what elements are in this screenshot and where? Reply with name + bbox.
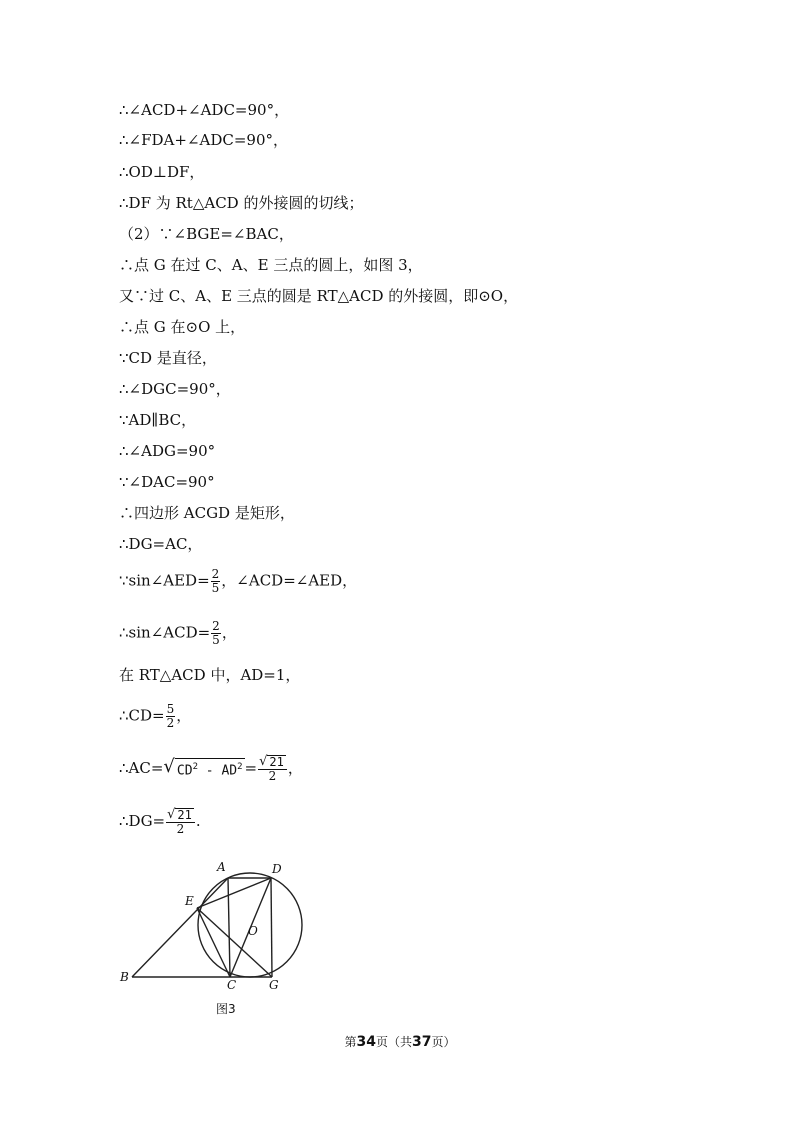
line-ac — [228, 878, 230, 977]
label-d: D — [272, 862, 282, 876]
equation-cd: ∴CD= $\frac{5}{2}$ ， — [119, 702, 192, 730]
geometry-figure — [112, 855, 312, 1000]
radical-sign-icon: √ — [163, 756, 175, 778]
fraction: √ 21 2 — [166, 808, 195, 836]
radical-sign-icon: √ — [259, 754, 268, 769]
figure-caption: 图3 — [216, 1002, 236, 1016]
page-number: 34 — [356, 1034, 376, 1050]
label-a: A — [217, 860, 226, 874]
fraction: $\frac{5}{2}$ — [166, 702, 175, 730]
proof-line-1: ∴∠ACD+∠ADC=90°， — [119, 101, 290, 119]
label-e: E — [185, 894, 194, 908]
equation-sin-aed: ∵sin∠AED= $\frac{2}{5}$ ，∠ACD=∠AED， — [119, 567, 358, 595]
proof-line-7: 又∵过 C、A、E 三点的圆是 RT△ACD 的外接圆，即⊙O， — [119, 287, 519, 305]
square-root: √ $CD^2 - AD^2$ — [163, 756, 243, 779]
proof-line-5: （2）∵∠BGE=∠BAC， — [119, 225, 294, 243]
label-o: O — [248, 924, 258, 938]
proof-line-4: ∴DF 为 Rt△ACD 的外接圆的切线； — [119, 194, 364, 212]
line-dg — [271, 878, 272, 977]
fraction: $\frac{2}{5}$ — [211, 567, 220, 595]
label-g: G — [269, 978, 279, 992]
proof-line-13: ∵∠DAC=90° — [119, 473, 215, 491]
page-total: 37 — [412, 1034, 432, 1050]
proof-line-15: ∴DG=AC， — [119, 535, 203, 553]
proof-line-6: ∴点 G 在过 C、A、E 三点的圆上，如图 3， — [119, 256, 423, 274]
equation-ac: ∴AC= √ $CD^2 - AD^2$ = √ 21 2 ， — [119, 754, 303, 783]
fraction: $\frac{2}{5}$ — [212, 619, 220, 647]
proof-line-11: ∵AD∥BC， — [119, 411, 197, 429]
page-footer: 第34页（共37页） — [344, 1034, 456, 1050]
label-b: B — [120, 970, 129, 984]
proof-line-9: ∵CD 是直径， — [119, 349, 217, 367]
proof-line-2: ∴∠FDA+∠ADC=90°， — [119, 131, 289, 149]
proof-line-3: ∴OD⊥DF， — [119, 163, 205, 181]
proof-line-14: ∴四边形 ACGD 是矩形， — [119, 504, 295, 522]
proof-line-12: ∴∠ADG=90° — [119, 442, 216, 460]
line-ec — [197, 908, 230, 977]
proof-line-8: ∴点 G 在⊙O 上， — [119, 318, 246, 336]
radical-sign-icon: √ — [167, 807, 176, 822]
equation-dg: ∴DG= √ 21 2 . — [119, 807, 201, 836]
equation-rt-triangle: 在 RT△ACD 中，AD=1， — [119, 666, 301, 684]
proof-line-10: ∴∠DGC=90°， — [119, 380, 231, 398]
fraction: √ 21 2 — [258, 755, 287, 783]
equation-sin-acd: ∴sin∠ACD= $\frac{2}{5}$ ， — [119, 619, 237, 647]
label-c: C — [227, 978, 237, 992]
